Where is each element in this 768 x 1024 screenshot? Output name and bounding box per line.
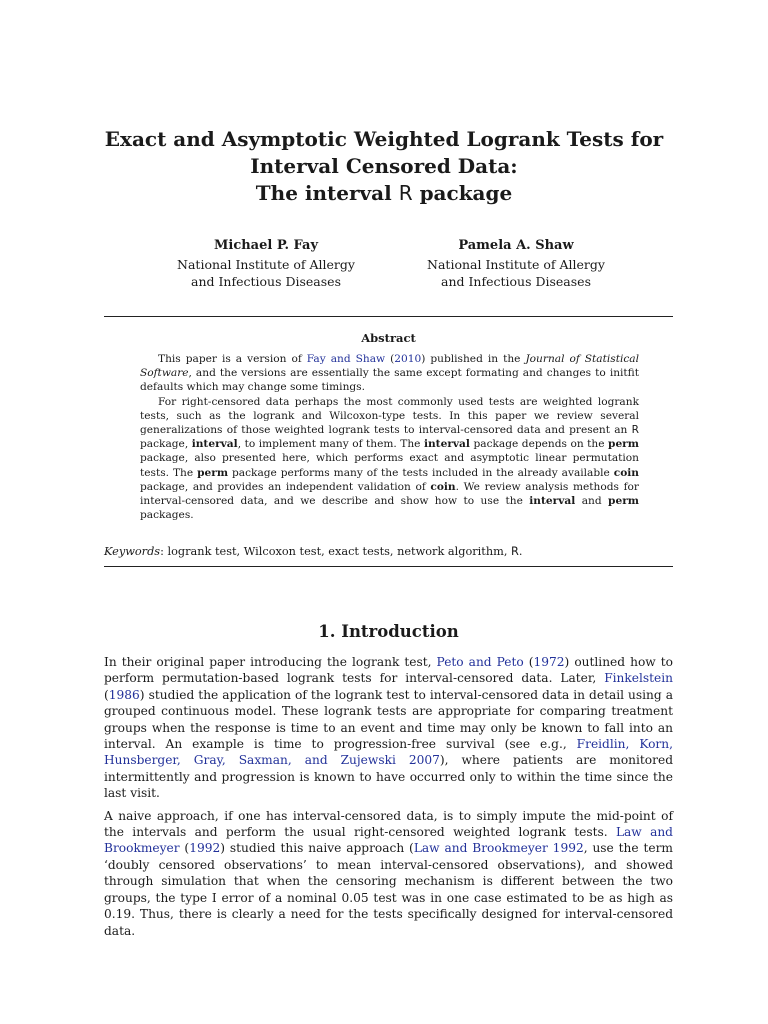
- body-paragraph-2: [104, 808, 673, 939]
- text: packages.: [140, 509, 194, 522]
- text: (: [385, 353, 395, 365]
- package-name: interval: [423, 438, 470, 451]
- author-name: Pamela A. Shaw: [458, 238, 574, 253]
- body-text: [104, 654, 673, 945]
- text: , to implement many of them. The: [237, 438, 424, 451]
- r-name: R: [511, 545, 519, 558]
- bottom-divider: [104, 566, 673, 567]
- abstract-paragraph-1: [140, 352, 639, 395]
- abstract-body: [140, 352, 639, 522]
- author-affiliation: and Infectious Diseases: [191, 274, 341, 289]
- citation-link[interactable]: 1986: [108, 687, 140, 702]
- author-affiliation: National Institute of Allergy: [427, 257, 605, 272]
- title-r-name: R: [398, 181, 413, 205]
- top-divider: [104, 316, 673, 317]
- text: (: [104, 687, 109, 702]
- text: package, and provides an independent validation of: [140, 480, 431, 493]
- title-package-name: interval: [304, 181, 392, 205]
- citation-link[interactable]: Law and Brookmeyer: [104, 825, 673, 856]
- keywords-line: [104, 545, 673, 558]
- citation-link[interactable]: 1972: [533, 655, 565, 669]
- package-name: interval: [529, 495, 576, 508]
- text: In their original paper introducing the logrank test,: [104, 655, 437, 669]
- text: , and the versions are essentially the same except formating and changes to initfit defaults which may change some timings.: [140, 367, 639, 394]
- keywords-end: .: [518, 545, 523, 558]
- title-text-end: package: [412, 181, 513, 205]
- text: ) outlined how to perform permutation-based logrank tests for interval-censored data. Later,: [104, 655, 673, 686]
- text: (: [179, 841, 190, 856]
- abstract-heading: Abstract: [361, 331, 416, 345]
- body-paragraph-1: [104, 654, 673, 802]
- paper-title: [60, 126, 708, 207]
- text: , use the term ‘doubly censored observations’ to mean interval-censored observations), and showed through simulation that when the censoring mechanism is different between the two groups, the type I error of a nominal 0.05 test was in one case estimated to be as high as 0.19. Thus, there is clearly a need for the tests specifically designed for interval-censored data.: [104, 841, 673, 938]
- citation-link[interactable]: Peto and Peto: [436, 655, 524, 669]
- citation-link[interactable]: Fay and Shaw: [306, 353, 386, 365]
- text: . We review analysis methods for interval-censored data, and we describe and show how to use the: [140, 480, 639, 508]
- package-name: interval: [191, 438, 238, 451]
- text: package performs many of the tests included in the already available: [228, 466, 614, 479]
- text: This paper is a version of: [158, 353, 307, 365]
- title-line-2: Interval Censored Data:: [250, 154, 518, 178]
- text: A naive approach, if one has interval-censored data, is to simply impute the mid-point of the intervals and perform the usual right-censored weighted logrank tests.: [104, 808, 673, 840]
- author-block-1: [146, 237, 386, 290]
- text: ), where patients are monitored intermittently and progression is known to have occurred only to within the time since the last visit.: [104, 753, 673, 801]
- title-line-3: [60, 180, 708, 207]
- abstract-paragraph-2: [140, 395, 639, 523]
- section-heading: 1. Introduction: [318, 622, 459, 641]
- package-name: perm: [608, 495, 639, 508]
- keywords-label: Keywords: [104, 545, 161, 558]
- author-affiliation: National Institute of Allergy: [177, 257, 355, 272]
- citation-link[interactable]: Freidlin, Korn, Hunsberger, Gray, Saxman, and Zujewski 2007: [104, 737, 673, 768]
- text: package, also presented here, which performs exact and asymptotic linear permutation tests. The: [140, 452, 639, 479]
- keywords-text: : logrank test, Wilcoxon test, exact tests, network algorithm,: [160, 545, 511, 558]
- text: ) studied the application of the logrank test to interval-censored data in detail using a grouped continuous model. These logrank tests are appropriate for comparing treatment groups when the response is time to an event and time may only be known to fall into an interval. An example is time to progression-free survival (see e.g.,: [104, 687, 673, 752]
- package-name: perm: [608, 438, 639, 451]
- citation-link[interactable]: Finkelstein: [604, 671, 673, 686]
- text: (: [523, 655, 534, 669]
- author-name: Michael P. Fay: [213, 238, 319, 253]
- text: package depends on the: [469, 438, 609, 451]
- title-line-1: Exact and Asymptotic Weighted Logrank Tests for: [104, 127, 664, 151]
- citation-link[interactable]: 2010: [394, 353, 422, 365]
- text: package,: [140, 438, 192, 451]
- package-name: coin: [613, 466, 639, 479]
- author-affiliation: and Infectious Diseases: [441, 274, 591, 289]
- citation-link[interactable]: Law and Brookmeyer 1992: [413, 841, 584, 856]
- citation-link[interactable]: 1992: [189, 841, 221, 856]
- text: ) published in the: [421, 353, 526, 365]
- text: For right-censored data perhaps the most commonly used tests are weighted logrank tests, such as the logrank and Wilcoxon-type tests. In this paper we review several generalizations of those weighted logrank tests to interval-censored data and present an: [140, 395, 639, 437]
- package-name: perm: [197, 466, 229, 479]
- journal-name: Journal of Statistical Software: [140, 353, 639, 380]
- title-text: The: [255, 181, 305, 205]
- text: ) studied this naive approach (: [220, 841, 414, 856]
- text: and: [575, 495, 609, 508]
- author-block-2: [396, 237, 636, 290]
- r-name: R: [631, 424, 639, 437]
- package-name: coin: [430, 480, 456, 493]
